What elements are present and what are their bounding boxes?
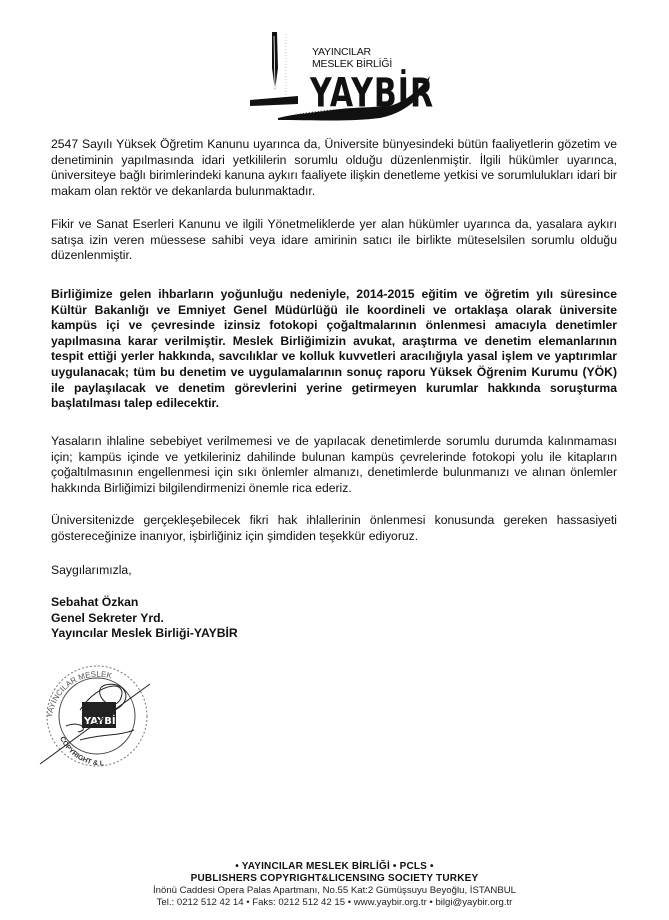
svg-text:COPYRIGHT & L: COPYRIGHT & L (58, 735, 105, 768)
signer-name: Sebahat Özkan (51, 595, 139, 609)
paragraph-fsek: Fikir ve Sanat Eserleri Kanunu ve ilgili Yönetmeliklerde yer alan hükümler uyarınca da, yasalara aykırı satışa izin veren müessese sahibi veya idare amirinin satıcı ile birlikte müteselsilen sorumlu olduğu düzenlenmiştir. (51, 217, 617, 263)
paragraph-request: Yasaların ihlaline sebebiyet verilmemesi ve de yapılacak denetimlerde sorumlu durumda kalınmaması için; kampüs içinde ve yetkileriniz dahilinde bulunan kampüs çevrelerinde fotokopi yolu ile kitapların çoğaltılmasının engellenmesi için sıkı önlemler almanızı, denetimlerde bulunmanızı ve alınan önlemler hakkında Birliğimizi bilgilendirmenizi önemle rica ederiz. (51, 434, 617, 495)
logo-wordmark: YAYBİR (310, 70, 435, 118)
letterhead-footer (0, 861, 669, 909)
paragraph-legal-basis: 2547 Sayılı Yüksek Öğretim Kanunu uyarınca da, Üniversite bünyesindeki bütün faaliyetlerin gözetim ve denetiminin yapılmasında idari yetkililerin sorumlu olduğu düzenlenmiştir. İlgili hükümler uyarınca, üniversiteye bağlı birimlerindeki kanuna aykırı faaliyete ilişkin denetleme yetkisi ve sorumlulukları idari bir makam olan rektör ve dekanlarda bulunmaktadır. (51, 137, 617, 198)
logo-line-2: MESLEK BİRLİĞİ (312, 58, 393, 70)
stamp-seal-icon (30, 660, 170, 770)
footer-contact: Tel.: 0212 512 42 14 • Faks: 0212 512 42 15 • www.yaybir.org.tr • bilgi@yaybir.org.tr (156, 897, 513, 908)
paragraph-inspections: Birliğimize gelen ihbarların yoğunluğu nedeniyle, 2014-2015 eğitim ve öğretim yılı süresince Kültür Bakanlığı ve Emniyet Genel Müdürlüğü ile koordineli ve ortaklaşa olarak üniversite kampüs içi ve çevresinde izinsiz fotokopi çoğaltmalarının önlenmesi amacıyla denetimler yapılmasına karar verilmiştir. Meslek Birliğimizin avukat, araştırma ve denetim elemanlarının tespit ettiği yerler hakkında, savcılıklar ve kolluk kuvvetleri aracılığıyla yasal işlem ve yaptırımlar uygulanacak; tüm bu denetim ve uygulamalarının sonuç raporu Yüksek Öğrenim Kurumu (YÖK) ile paylaşılacak ve denetim görevlerini yerine getirmeyen kurumlar hakkında soruşturma başlatılması talep edilecektir. (51, 287, 617, 411)
official-stamp (30, 660, 170, 770)
closing-salutation: Saygılarımızla, (51, 563, 132, 577)
signer-organization: Yayıncılar Meslek Birliği-YAYBİR (51, 626, 238, 641)
footer-org-name: • YAYINCILAR MESLEK BİRLİĞİ • PCLS • (235, 861, 434, 872)
footer-org-english: PUBLISHERS COPYRIGHT&LICENSING SOCIETY TURKEY (190, 873, 479, 884)
svg-text:YAYINCILAR MESLEK: YAYINCILAR MESLEK (45, 669, 113, 719)
logo-line-1: YAYINCILAR (312, 46, 371, 58)
footer-address: İnönü Caddesi Opera Palas Apartmanı, No.55 Kat:2 Gümüşsuyu Beyoğlu, İSTANBUL (153, 885, 516, 896)
yaybir-logo (250, 28, 440, 128)
signature-block (51, 595, 238, 642)
signer-title: Genel Sekreter Yrd. (51, 610, 164, 625)
svg-text:YAYBİR: YAYBİR (84, 716, 124, 727)
paragraph-thanks: Üniversitenizde gerçekleşebilecek fikri hak ihlallerinin önlenmesi konusunda gereken hassasiyeti göstereceğinize inanıyor, işbirliğiniz için şimdiden teşekkür ediyoruz. (51, 513, 617, 543)
